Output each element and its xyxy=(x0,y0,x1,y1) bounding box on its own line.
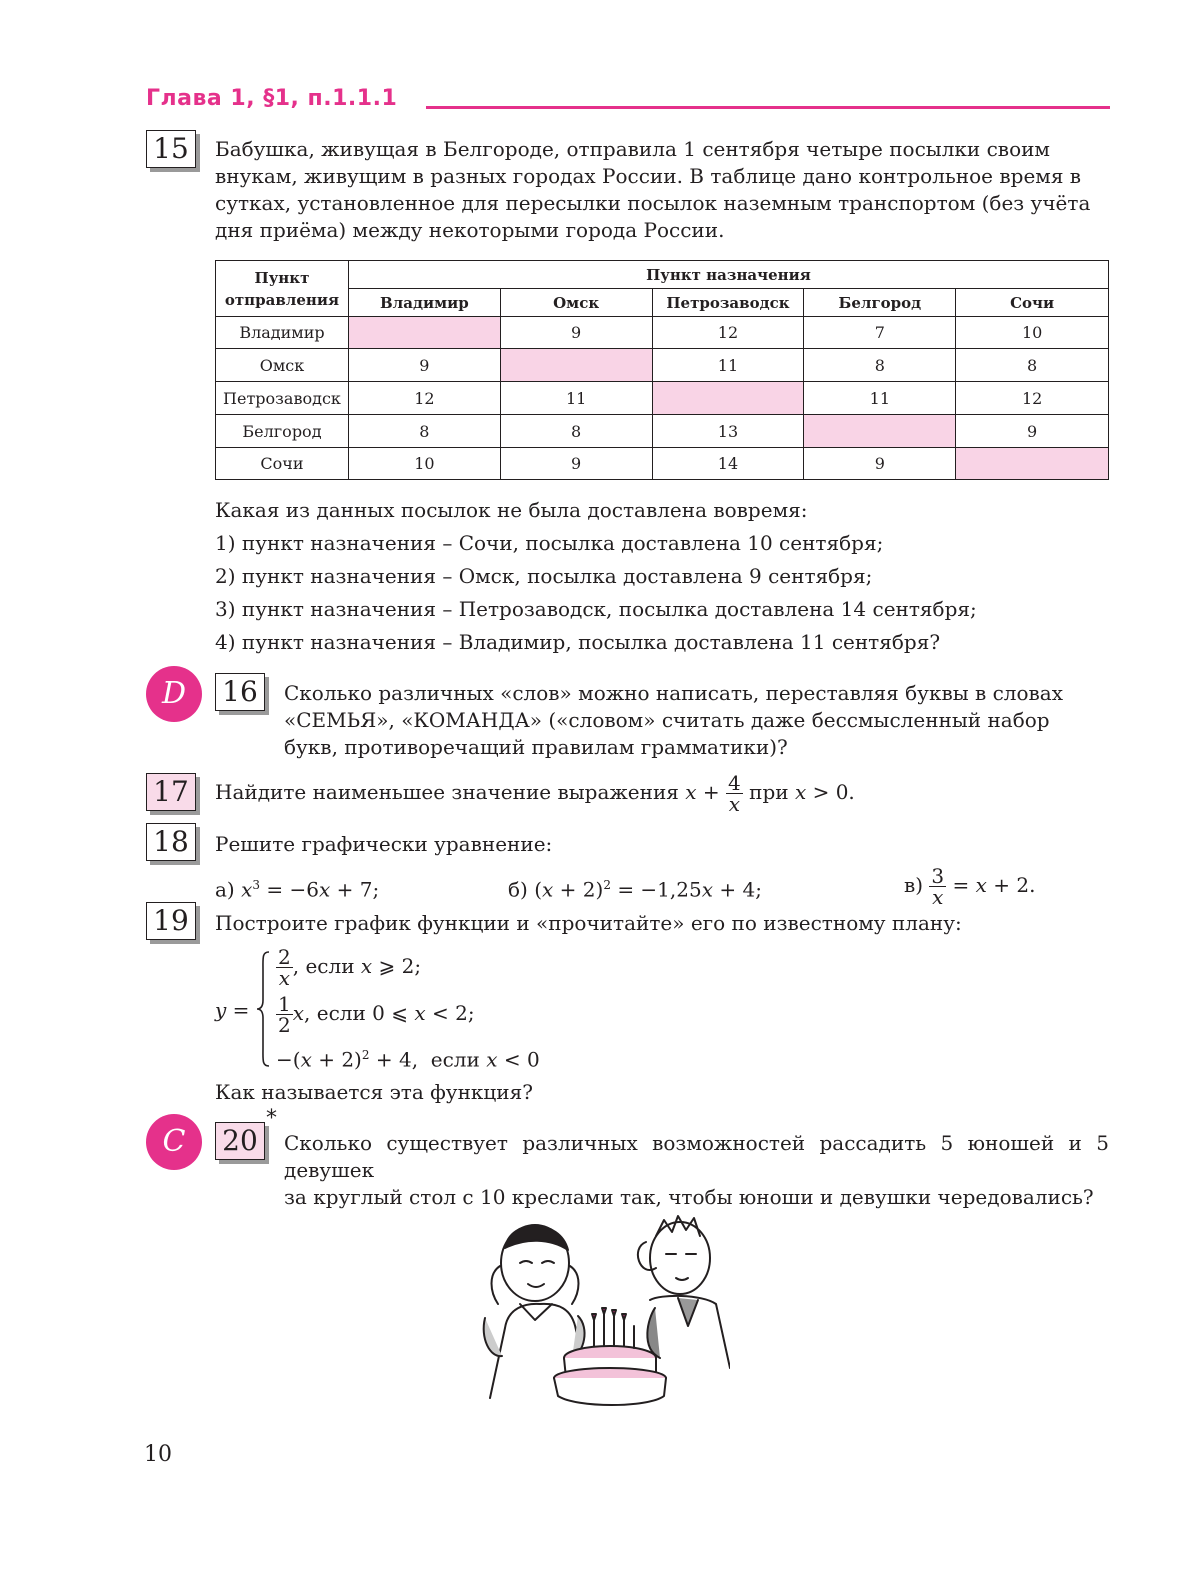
case-2: $\frac{1}{2}$ x, если 0 ⩽ x < 2; xyxy=(278,992,475,1037)
table-cell: 9 xyxy=(956,415,1109,448)
corner-line-2: отправления xyxy=(224,290,340,309)
table-cell-empty xyxy=(500,349,652,382)
equation-c: в) $\frac{3}{x}$ = x + 2. xyxy=(904,864,1036,909)
column-header: Владимир xyxy=(348,289,500,317)
equation-b: б) $(x + 2)^2 = -1,25x + 4$; xyxy=(508,877,762,902)
equation-a: а) $x^3 = -6x + 7$; xyxy=(215,877,380,902)
problem-17-prefix: Найдите наименьшее значение выражения xyxy=(215,780,679,804)
table-row xyxy=(216,448,1109,480)
problem-15-line: Бабушка, живущая в Белгороде, отправила 1 сентября четыре посылки своим xyxy=(215,137,1050,161)
problem-16-text xyxy=(284,680,1109,761)
answer-option: 1) пункт назначения – Сочи, посылка доставлена 10 сентября; xyxy=(215,531,884,555)
problem-16-number: 16 xyxy=(215,673,265,711)
column-header: Омск xyxy=(500,289,652,317)
problem-15-line: сутках, установленное для пересылки посылок наземным транспортом (без учёта xyxy=(215,191,1091,215)
fraction-4-over-x: $\frac{4}{x}$ xyxy=(728,771,741,816)
column-header: Белгород xyxy=(804,289,956,317)
problem-15-number: 15 xyxy=(146,130,196,168)
table-cell: 8 xyxy=(348,415,500,448)
chapter-heading: Глава 1, §1, п.1.1.1 xyxy=(146,86,398,111)
table-row xyxy=(216,317,1109,349)
table-cell: 8 xyxy=(500,415,652,448)
table-row xyxy=(216,415,1109,448)
table-cell: 9 xyxy=(500,317,652,349)
curly-brace xyxy=(256,950,270,1068)
problem-15-text xyxy=(215,136,1109,244)
column-header: Сочи xyxy=(956,289,1109,317)
table-cell: 11 xyxy=(652,349,804,382)
row-city: Белгород xyxy=(216,415,349,448)
table-cell: 12 xyxy=(348,382,500,415)
var-x: x xyxy=(685,780,697,804)
problem-15-line: внукам, живущим в разных городах России. В таблице дано контрольное время в xyxy=(215,164,1082,188)
level-c-badge: C xyxy=(146,1114,202,1170)
heading-rule xyxy=(426,106,1110,109)
corner-line-1: Пункт xyxy=(254,268,310,287)
row-city: Владимир xyxy=(216,317,349,349)
level-d-badge: D xyxy=(146,666,202,722)
table-cell-empty xyxy=(804,415,956,448)
table-cell: 8 xyxy=(956,349,1109,382)
children-cake-illustration xyxy=(480,1208,730,1408)
table-cell: 9 xyxy=(804,448,956,480)
table-row xyxy=(216,382,1109,415)
answer-option: 4) пункт назначения – Владимир, посылка доставлена 11 сентября? xyxy=(215,630,941,654)
delivery-time-table xyxy=(215,260,1109,480)
table-cell: 12 xyxy=(956,382,1109,415)
problem-16-line: «СЕМЬЯ», «КОМАНДА» («словом» считать даже бессмысленный набор xyxy=(284,708,1050,732)
condition-rest: > 0. xyxy=(812,780,855,804)
problem-16-line: букв, противоречащий правилам грамматики)? xyxy=(284,735,788,759)
table-cell: 10 xyxy=(348,448,500,480)
problem-18-number: 18 xyxy=(146,823,196,861)
problem-17-number: 17 xyxy=(146,773,196,811)
row-city: Сочи xyxy=(216,448,349,480)
page-number: 10 xyxy=(144,1442,172,1467)
plus-sign: + xyxy=(702,780,720,804)
problem-19-question: Как называется эта функция? xyxy=(215,1080,533,1104)
problem-19-number: 19 xyxy=(146,902,196,940)
problem-19-text: Построите график функции и «прочитайте» его по известному плану: xyxy=(215,911,962,935)
answer-option: 2) пункт назначения – Омск, посылка доставлена 9 сентября; xyxy=(215,564,873,588)
table-cell: 13 xyxy=(652,415,804,448)
row-city: Петрозаводск xyxy=(216,382,349,415)
destination-header: Пункт назначения xyxy=(348,261,1108,289)
table-cell: 9 xyxy=(500,448,652,480)
problem-20-line: Сколько существует различных возможностей рассадить 5 юношей и 5 девушек xyxy=(284,1131,1109,1182)
row-city: Омск xyxy=(216,349,349,382)
answer-option: 3) пункт назначения – Петрозаводск, посылка доставлена 14 сентября; xyxy=(215,597,977,621)
case-1: $\frac{2}{x}$ , если x ⩾ 2; xyxy=(278,945,422,990)
table-cell-empty xyxy=(348,317,500,349)
case-3: $-(x + 2)^2 + 4$, если x < 0 xyxy=(276,1047,540,1072)
problem-17-suffix: при xyxy=(749,780,789,804)
table-cell: 8 xyxy=(804,349,956,382)
table-row xyxy=(216,349,1109,382)
table-cell: 14 xyxy=(652,448,804,480)
problem-20-text xyxy=(284,1130,1109,1211)
table-cell: 7 xyxy=(804,317,956,349)
problem-16-line: Сколько различных «слов» можно написать, переставляя буквы в словах xyxy=(284,681,1064,705)
table-cell: 11 xyxy=(500,382,652,415)
problem-20-line: за круглый стол с 10 креслами так, чтобы юноши и девушки чередовались? xyxy=(284,1185,1094,1209)
table-cell-empty xyxy=(652,382,804,415)
function-label: y = xyxy=(215,998,250,1022)
table-cell: 10 xyxy=(956,317,1109,349)
fraction-3-over-x: $\frac{3}{x}$ xyxy=(931,864,945,909)
table-cell: 11 xyxy=(804,382,956,415)
problem-15-question: Какая из данных посылок не была доставлена вовремя: xyxy=(215,498,808,522)
table-cell-empty xyxy=(956,448,1109,480)
table-cell: 12 xyxy=(652,317,804,349)
problem-20-number: 20 xyxy=(215,1122,265,1160)
problem-15-line: дня приёма) между некоторыми города России. xyxy=(215,218,725,242)
table-corner-header xyxy=(216,261,349,317)
problem-17-text xyxy=(215,772,855,814)
var-x: x xyxy=(794,780,807,804)
problem-18-text: Решите графически уравнение: xyxy=(215,832,553,856)
star-mark: * xyxy=(266,1106,277,1131)
table-cell: 9 xyxy=(348,349,500,382)
column-header: Петрозаводск xyxy=(652,289,804,317)
